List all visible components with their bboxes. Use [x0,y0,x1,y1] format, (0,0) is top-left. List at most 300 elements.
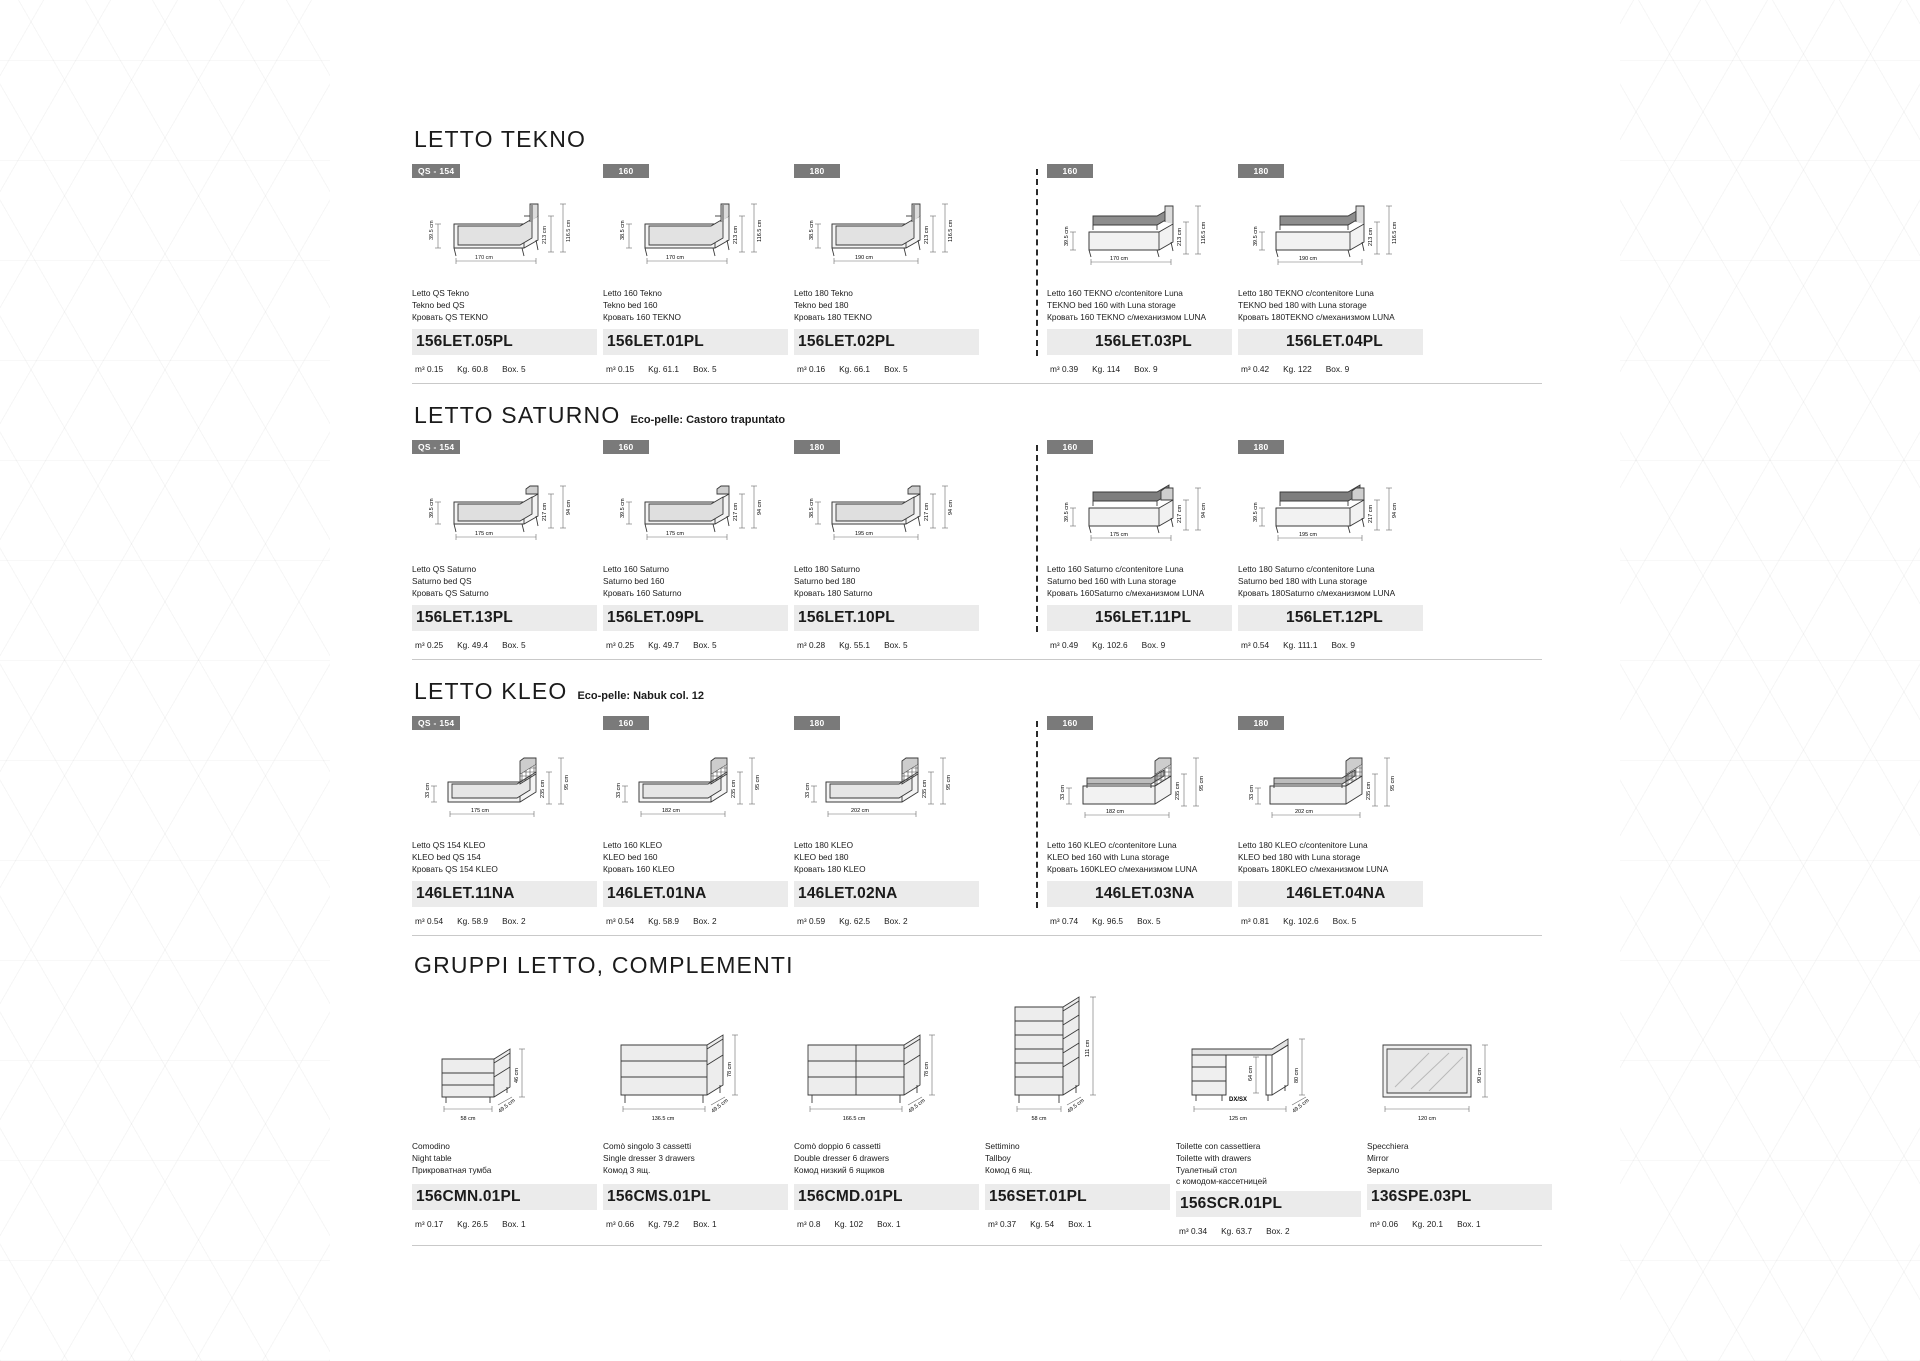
svg-text:213 cm: 213 cm [924,225,930,244]
product-code-bar [412,605,597,631]
product-specs [794,631,979,650]
product-description [1238,558,1423,602]
product-code-bar [1047,881,1232,907]
svg-text:235 cm: 235 cm [1175,781,1181,800]
product-drawing-bed-kleo-storage [1047,734,1232,834]
spec-weight: Kg. 114 [1092,364,1121,374]
spec-box: Box. 9 [1331,640,1355,650]
desc-ru: Кровать 160Saturno с/механизмом LUNA [1047,587,1205,598]
product-specs [1238,631,1423,650]
desc-ru: Кровать 180TEKNO с/механизмом LUNA [1238,311,1395,322]
svg-text:39.5 cm: 39.5 cm [1253,502,1259,522]
section-title: LETTO TEKNO [414,126,587,152]
product-specs [412,1210,597,1229]
svg-text:94 cm: 94 cm [1392,503,1398,518]
spec-box: Box. 2 [693,916,717,926]
product-cell [794,437,985,650]
desc-it: Comò singolo 3 cassetti [603,1141,692,1151]
dim-height-left: 39.5 cm [429,220,435,240]
product-code-bar [603,605,788,631]
spec-volume: m³ 0.37 [988,1219,1017,1229]
spec-weight: Kg. 55.1 [839,640,871,650]
spec-box: Box. 1 [502,1219,526,1229]
desc-en: Single dresser 3 drawers [603,1152,695,1163]
product-cell [1176,987,1367,1236]
product-cell [603,987,794,1236]
svg-text:95 cm: 95 cm [564,775,570,790]
desc-it: Letto QS 154 KLEO [412,840,486,850]
product-specs [1047,355,1232,374]
product-code: 156LET.04PL [1286,333,1383,350]
product-cell [1047,161,1238,374]
desc-ru: Кровать 180 Saturno [794,587,873,598]
product-code: 146LET.03NA [1095,885,1195,902]
desc-ru: Кровать 180KLEO с/механизмом LUNA [1238,863,1389,874]
product-drawing-tallboy [985,987,1170,1137]
svg-text:182 cm: 182 cm [661,808,681,814]
svg-text:217 cm: 217 cm [924,502,930,521]
spec-box: Box. 1 [1457,1219,1481,1229]
desc-ru: Комод низкий 6 ящиков [794,1164,885,1175]
product-cell [794,987,985,1236]
product-drawing-bed [412,182,597,282]
svg-text:94 cm: 94 cm [1201,503,1207,518]
spec-box: Box. 5 [1137,916,1161,926]
product-code-bar [794,881,979,907]
product-grid [412,161,1542,374]
product-drawing-bed-storage [1047,182,1232,282]
svg-text:58 cm: 58 cm [1031,1116,1047,1122]
product-drawing-bed [603,458,788,558]
product-specs [603,631,788,650]
desc-en: Saturno bed 180 [794,575,856,586]
section-rule [412,935,1542,936]
product-specs [603,355,788,374]
size-tag: QS - 154 [412,440,460,454]
svg-text:39.5 cm: 39.5 cm [1253,226,1259,246]
spec-weight: Kg. 54 [1030,1219,1055,1229]
spec-weight: Kg. 58.9 [648,916,680,926]
spec-weight: Kg. 49.4 [457,640,489,650]
spec-weight: Kg. 96.5 [1092,916,1124,926]
product-code: 156LET.13PL [416,609,513,626]
product-specs [1367,1210,1552,1229]
svg-text:120 cm: 120 cm [1417,1116,1437,1122]
product-code: 156CMS.01PL [607,1188,711,1205]
product-description [412,282,597,326]
product-specs [1238,355,1423,374]
svg-text:182 cm: 182 cm [1105,809,1125,815]
size-tag: 160 [1047,440,1093,454]
product-specs [412,631,597,650]
product-description [603,834,788,878]
desc-ru: Зеркало [1367,1164,1400,1175]
svg-text:213 cm: 213 cm [1177,227,1183,246]
product-description [985,1137,1170,1181]
product-cell [1047,437,1238,650]
spec-weight: Kg. 61.1 [648,364,680,374]
svg-text:80 cm: 80 cm [1294,1068,1300,1083]
size-tag: 180 [1238,716,1284,730]
product-drawing-bed-kleo-storage [1238,734,1423,834]
product-code: 156LET.02PL [798,333,895,350]
section-rule [412,1245,1542,1246]
spec-box: Box. 9 [1141,640,1166,650]
svg-text:38.5 cm: 38.5 cm [620,220,626,240]
desc-en: Saturno bed 180 with Luna storage [1238,575,1368,586]
spec-box: Box. 5 [884,364,908,374]
spec-weight: Kg. 66.1 [839,364,871,374]
spec-box: Box. 2 [1266,1226,1290,1237]
desc-en: Saturno bed QS [412,575,472,586]
svg-text:95 cm: 95 cm [755,775,761,790]
size-tag: 180 [1238,440,1284,454]
product-code: 156LET.09PL [607,609,704,626]
svg-text:235 cm: 235 cm [1366,781,1372,800]
spec-box: Box. 1 [1068,1219,1092,1229]
desc-it: Letto 160 TEKNO c/contenitore Luna [1047,288,1183,298]
product-drawing-bed-storage [1238,182,1423,282]
spec-volume: m³ 0.06 [1370,1219,1399,1229]
svg-text:195 cm: 195 cm [1298,532,1318,538]
size-tag: 160 [603,164,649,178]
svg-text:217 cm: 217 cm [542,502,548,521]
product-drawing-bed [412,458,597,558]
svg-text:202 cm: 202 cm [1294,809,1314,815]
svg-text:95 cm: 95 cm [1390,776,1396,791]
desc-ru2: с комодом-кассетницей [1176,1176,1267,1187]
product-cell [412,437,603,650]
desc-en: Tekno bed QS [412,299,465,310]
section-letto-kleo [412,678,1542,936]
dim-depth: 213 cm [542,225,548,244]
desc-en: TEKNO bed 180 with Luna storage [1238,299,1367,310]
desc-en: Tekno bed 180 [794,299,849,310]
product-drawing-dresser3 [603,987,788,1137]
desc-ru: Комод 6 ящ. [985,1164,1033,1175]
desc-en: Tallboy [985,1152,1011,1163]
product-cell [412,987,603,1236]
spec-weight: Kg. 102.6 [1092,640,1128,650]
size-tag: 180 [794,440,840,454]
desc-en: KLEO bed 180 [794,851,849,862]
spec-volume: m³ 0.25 [415,640,444,650]
svg-text:235 cm: 235 cm [922,779,928,798]
product-cell [603,437,794,650]
dim-width: 170 cm [474,255,494,261]
spec-box: Box. 5 [884,640,908,650]
desc-it: Letto 160 KLEO c/contenitore Luna [1047,840,1177,850]
spec-volume: m³ 0.25 [606,640,635,650]
complementi-grid [412,987,1542,1236]
product-description [794,558,979,602]
desc-it: Letto 160 Saturno [603,564,669,574]
spec-box: Box. 2 [502,916,526,926]
section-header [412,678,1542,713]
product-code-bar [794,1184,979,1210]
svg-text:217 cm: 217 cm [733,502,739,521]
spec-weight: Kg. 20.1 [1412,1219,1444,1229]
product-code-bar [1176,1191,1361,1217]
spec-weight: Kg. 60.8 [457,364,489,374]
desc-ru: Кровать QS TEKNO [412,311,488,322]
svg-text:49.5 cm: 49.5 cm [1291,1097,1311,1115]
svg-text:116.5 cm: 116.5 cm [948,219,954,242]
section-rule [412,659,1542,660]
size-tag: QS - 154 [412,164,460,178]
spec-volume: m³ 0.15 [606,364,635,374]
svg-text:39.5 cm: 39.5 cm [620,498,626,518]
spec-volume: m³ 0.54 [415,916,444,926]
desc-it: Letto QS Tekno [412,288,470,298]
product-description [794,282,979,326]
desc-it: Letto 160 Tekno [603,288,662,298]
product-description [794,834,979,878]
product-code: 146LET.02NA [798,885,898,902]
product-code-bar [412,329,597,355]
size-tag: 160 [603,716,649,730]
svg-text:175 cm: 175 cm [470,808,490,814]
product-specs [1047,631,1232,650]
product-description [1238,282,1423,326]
section-header [412,952,1542,987]
product-code-bar [603,329,788,355]
product-specs [1047,907,1232,926]
grid-spacer [985,161,1047,374]
desc-en: Night table [412,1152,452,1163]
product-specs [985,1210,1170,1229]
desc-ru: Кровать 180Saturno с/механизмом LUNA [1238,587,1396,598]
svg-text:64 cm: 64 cm [1248,1066,1254,1081]
spec-box: Box. 9 [1325,364,1350,374]
product-cell [1238,437,1429,650]
spec-box: Box. 9 [1134,364,1158,374]
svg-text:49.5 cm: 49.5 cm [1066,1097,1086,1115]
section-header [412,402,1542,437]
svg-text:116.5 cm: 116.5 cm [1201,221,1207,244]
section-letto-tekno [412,0,1542,384]
size-tag: QS - 154 [412,716,460,730]
desc-it: Letto QS Saturno [412,564,477,574]
product-description [1047,282,1232,326]
dim-height-right: 116.5 cm [566,219,572,242]
svg-text:DX/SX: DX/SX [1228,1097,1248,1103]
desc-ru: Кровать 180 TEKNO [794,311,872,322]
svg-text:33 cm: 33 cm [1060,785,1066,800]
desc-en: KLEO bed 160 with Luna storage [1047,851,1170,862]
product-drawing-bed-storage [1238,458,1423,558]
product-description [1047,558,1232,602]
product-cell [603,713,794,926]
svg-text:235 cm: 235 cm [540,779,546,798]
section-rule [412,383,1542,384]
svg-text:39.5 cm: 39.5 cm [429,498,435,518]
svg-text:94 cm: 94 cm [757,500,763,515]
desc-it: Letto 160 Saturno c/contenitore Luna [1047,564,1184,574]
svg-text:170 cm: 170 cm [1109,256,1129,262]
product-code-bar [1238,881,1423,907]
grid-spacer [985,713,1047,926]
svg-text:38.5 cm: 38.5 cm [809,498,815,518]
spec-volume: m³ 0.81 [1241,916,1270,926]
product-cell [985,987,1176,1236]
product-description [412,1137,597,1181]
product-code-bar [1238,329,1423,355]
product-description [412,558,597,602]
svg-text:166.5 cm: 166.5 cm [842,1116,866,1122]
product-code: 156CMN.01PL [416,1188,521,1205]
product-code-bar [794,329,979,355]
size-tag: 160 [603,440,649,454]
section-subtitle: Eco-pelle: Nabuk col. 12 [577,690,705,702]
desc-it: Comò doppio 6 cassetti [794,1141,881,1151]
svg-text:33 cm: 33 cm [425,783,431,798]
product-specs [794,1210,979,1229]
spec-weight: Kg. 111.1 [1283,640,1318,650]
size-tag: 180 [794,716,840,730]
svg-text:95 cm: 95 cm [946,775,952,790]
svg-text:38.5 cm: 38.5 cm [809,220,815,240]
desc-it: Letto 180 KLEO [794,840,854,850]
spec-weight: Kg. 102.6 [1283,916,1319,926]
desc-ru: Кровать 160 Saturno [603,587,682,598]
desc-ru: Кровать 160 TEKNO с/механизмом LUNA [1047,311,1207,322]
product-description [603,558,788,602]
spec-volume: m³ 0.15 [415,364,444,374]
spec-volume: m³ 0.66 [606,1219,635,1229]
svg-text:136.5 cm: 136.5 cm [651,1116,675,1122]
product-description [603,282,788,326]
product-code-bar [603,1184,788,1210]
svg-text:213 cm: 213 cm [1368,227,1374,246]
product-specs [1176,1217,1361,1236]
product-specs [412,907,597,926]
desc-ru: Кровать 160 TEKNO [603,311,681,322]
desc-en: Double dresser 6 drawers [794,1152,889,1163]
svg-text:39.5 cm: 39.5 cm [1064,226,1070,246]
product-code: 156LET.11PL [1095,609,1192,626]
product-drawing-bed-storage [1047,458,1232,558]
product-code: 156CMD.01PL [798,1188,903,1205]
spec-weight: Kg. 49.7 [648,640,680,650]
svg-text:49.5 cm: 49.5 cm [710,1097,730,1115]
product-code-bar [412,881,597,907]
product-code-bar [985,1184,1170,1210]
product-drawing-bed [603,182,788,282]
desc-ru: Кровать QS 154 KLEO [412,863,498,874]
svg-text:195 cm: 195 cm [854,531,874,537]
product-code-bar [412,1184,597,1210]
product-code: 156LET.01PL [607,333,704,350]
size-tag: 180 [794,164,840,178]
product-code: 156LET.05PL [416,333,513,350]
product-code: 146LET.01NA [607,885,707,902]
product-description [603,1137,788,1181]
desc-en: Toilette with drawers [1176,1152,1252,1163]
size-tag: 160 [1047,164,1093,178]
svg-text:125 cm: 125 cm [1228,1116,1248,1122]
product-cell [794,161,985,374]
desc-it: Settimino [985,1141,1020,1151]
desc-en: TEKNO bed 160 with Luna storage [1047,299,1176,310]
section-subtitle: Eco-pelle: Castoro trapuntato [630,414,786,426]
desc-it: Letto 180 TEKNO c/contenitore Luna [1238,288,1374,298]
desc-en: Saturno bed 160 with Luna storage [1047,575,1177,586]
section-title: LETTO SATURNO [414,402,621,428]
desc-ru: Кровать QS Saturno [412,587,489,598]
spec-weight: Kg. 62.5 [839,916,871,926]
svg-text:49.5 cm: 49.5 cm [497,1097,517,1115]
product-code-bar [1367,1184,1552,1210]
spec-box: Box. 1 [877,1219,901,1229]
svg-text:217 cm: 217 cm [1177,504,1183,523]
svg-text:213 cm: 213 cm [733,225,739,244]
spec-volume: m³ 0.16 [797,364,826,374]
product-cell [1047,713,1238,926]
product-specs [794,907,979,926]
product-code: 146LET.11NA [416,885,515,902]
product-drawing-bed [794,182,979,282]
desc-it: Letto 180 Saturno [794,564,860,574]
svg-text:33 cm: 33 cm [616,783,622,798]
desc-it: Specchiera [1367,1141,1409,1151]
product-description [1176,1137,1361,1188]
spec-volume: m³ 0.39 [1050,364,1079,374]
product-code: 156SET.01PL [989,1188,1087,1205]
product-drawing-bed-kleo [603,734,788,834]
desc-it: Letto 180 KLEO c/contenitore Luna [1238,840,1368,850]
product-grid [412,437,1542,650]
spec-volume: m³ 0.42 [1241,364,1270,374]
spec-box: Box. 5 [502,364,526,374]
section-title: GRUPPI LETTO, COMPLEMENTI [414,952,794,978]
product-code-bar [603,881,788,907]
svg-text:235 cm: 235 cm [731,779,737,798]
desc-it: Toilette con cassettiera [1176,1141,1261,1151]
size-tag: 180 [1238,164,1284,178]
product-code: 156LET.12PL [1286,609,1383,626]
spec-volume: m³ 0.34 [1179,1226,1208,1237]
spec-volume: m³ 0.74 [1050,916,1079,926]
product-code: 156LET.03PL [1095,333,1192,350]
desc-ru: Комод 3 ящ. [603,1164,651,1175]
spec-volume: m³ 0.17 [415,1219,444,1229]
section-header [412,126,1542,161]
svg-text:33 cm: 33 cm [1249,785,1255,800]
product-cell [1238,713,1429,926]
spec-box: Box. 5 [693,640,717,650]
desc-it: Letto 160 KLEO [603,840,663,850]
svg-text:49.5 cm: 49.5 cm [907,1097,927,1115]
product-code-bar [794,605,979,631]
section-title: LETTO KLEO [414,678,568,704]
svg-text:190 cm: 190 cm [1298,256,1318,262]
desc-ru: Туалетный стол [1176,1164,1237,1175]
product-drawing-bed-kleo [412,734,597,834]
product-grid [412,713,1542,926]
product-description [412,834,597,878]
product-cell [412,713,603,926]
product-code-bar [1047,329,1232,355]
desc-en: KLEO bed 180 with Luna storage [1238,851,1361,862]
desc-ru: Кровать 180 KLEO [794,863,866,874]
spec-volume: m³ 0.49 [1050,640,1079,650]
product-description [1367,1137,1552,1181]
svg-text:175 cm: 175 cm [1109,532,1129,538]
product-specs [1238,907,1423,926]
product-code: 156LET.10PL [798,609,895,626]
product-specs [412,355,597,374]
